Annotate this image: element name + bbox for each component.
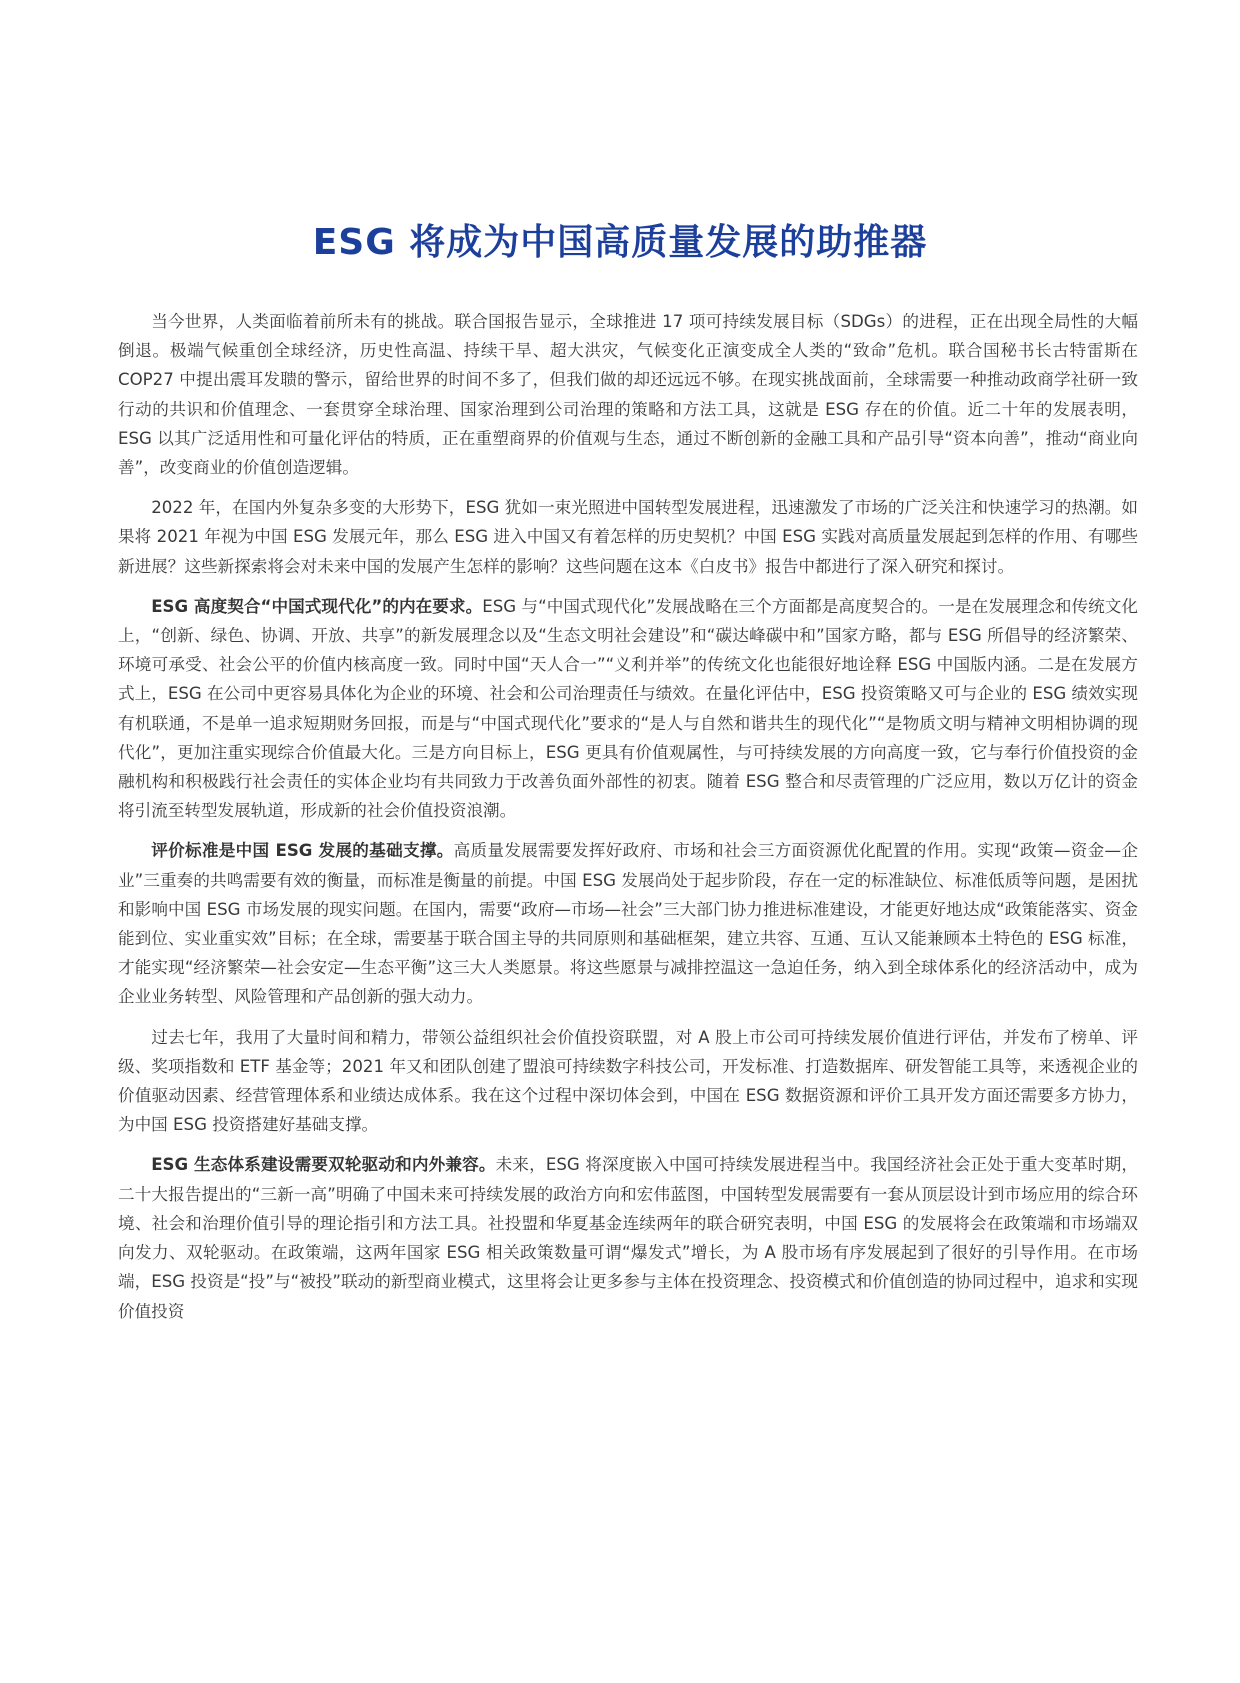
- paragraph-text: ESG 与“中国式现代化”发展战略在三个方面都是高度契合的。一是在发展理念和传统文化上，“创新、绿色、协调、开放、共享”的新发展理念以及“生态文明社会建设”和“碳达峰碳中和”国家方略，都与 ESG 所倡导的经济繁荣、环境可承受、社会公平的价值内核高度一致。同时中国“天人合一”“义利并举”的传统文化也能很好地诠释 ESG 中国版内涵。二是在发展方式上，ESG 在公司中更容易具体化为企业的环境、社会和公司治理责任与绩效。在量化评估中，ESG 投资策略又可与企业的 ESG 绩效实现有机联通，不是单一追求短期财务回报，而是与“中国式现代化”要求的“是人与自然和谐共生的现代化”“是物质文明与精神文明相协调的现代化”，更加注重实现综合价值最大化。三是方向目标上，ESG 更具有价值观属性，与可持续发展的方向高度一致，它与奉行价值投资的金融机构和积极践行社会责任的实体企业均有共同致力于改善负面外部性的初衷。随着 ESG 整合和尽责管理的广泛应用，数以万亿计的资金将引流至转型发展轨道，形成新的社会价值投资浪潮。: [118, 596, 1138, 821]
- paragraph-text: 高质量发展需要发挥好政府、市场和社会三方面资源优化配置的作用。实现“政策—资金—企业”三重奏的共鸣需要有效的衡量，而标准是衡量的前提。中国 ESG 发展尚处于起步阶段，存在一定的标准缺位、标准低质等问题，是困扰和影响中国 ESG 市场发展的现实问题。在国内，需要“政府—市场—社会”三大部门协力推进标准建设，才能更好地达成“政策能落实、资金能到位、实业重实效”目标；在全球，需要基于联合国主导的共同原则和基础框架，建立共容、互通、互认又能兼顾本土特色的 ESG 标准，才能实现“经济繁荣—社会安定—生态平衡”这三大人类愿景。将这些愿景与减排控温这一急迫任务，纳入到全球体系化的经济活动中，成为企业业务转型、风险管理和产品创新的强大动力。: [118, 841, 1138, 1007]
- paragraph-past-seven-years: [118, 1023, 1138, 1140]
- paragraph-2022: [118, 493, 1138, 581]
- paragraph-text: 当今世界，人类面临着前所未有的挑战。联合国报告显示，全球推进 17 项可持续发展目标（SDGs）的进程，正在出现全局性的大幅倒退。极端气候重创全球经济，历史性高温、持续干旱、超大洪灾，气候变化正演变成全人类的“致命”危机。联合国秘书长古特雷斯在 COP27 中提出震耳发聩的警示，留给世界的时间不多了，但我们做的却还远远不够。在现实挑战面前，全球需要一种推动政商学社研一致行动的共识和价值理念、一套贯穿全球治理、国家治理到公司治理的策略和方法工具，这就是 ESG 存在的价值。近二十年的发展表明，ESG 以其广泛适用性和可量化评估的特质，正在重塑商界的价值观与生态，通过不断创新的金融工具和产品引导“资本向善”，推动“商业向善”，改变商业的价值创造逻辑。: [118, 312, 1138, 478]
- paragraph-standards: [118, 836, 1138, 1011]
- paragraph-ecosystem: [118, 1150, 1138, 1325]
- page-title: ESG 将成为中国高质量发展的助推器: [312, 222, 928, 263]
- paragraph-text: 2022 年，在国内外复杂多变的大形势下，ESG 犹如一束光照进中国转型发展进程，迅速激发了市场的广泛关注和快速学习的热潮。如果将 2021 年视为中国 ESG 发展元年，那么 ESG 进入中国又有着怎样的历史契机？中国 ESG 实践对高质量发展起到怎样的作用、有哪些新进展？这些新探索将会对未来中国的发展产生怎样的影响？这些问题在这本《白皮书》报告中都进行了深入研究和探讨。: [118, 498, 1138, 576]
- paragraph-lead: ESG 生态体系建设需要双轮驱动和内外兼容。: [151, 1155, 496, 1175]
- paragraph-lead: 评价标准是中国 ESG 发展的基础支撑。: [151, 841, 454, 861]
- paragraph-modernization: [118, 592, 1138, 826]
- paragraph-intro: [118, 307, 1138, 482]
- paragraph-lead: ESG 高度契合“中国式现代化”的内在要求。: [151, 596, 483, 616]
- paragraph-text: 未来，ESG 将深度嵌入中国可持续发展进程当中。我国经济社会正处于重大变革时期，二十大报告提出的“三新一高”明确了中国未来可持续发展的政治方向和宏伟蓝图，中国转型发展需要有一套从顶层设计到市场应用的综合环境、社会和治理价值引导的理论指引和方法工具。社投盟和华夏基金连续两年的联合研究表明，中国 ESG 的发展将会在政策端和市场端双向发力、双轮驱动。在政策端，这两年国家 ESG 相关政策数量可谓“爆发式”增长，为 A 股市场有序发展起到了很好的引导作用。在市场端，ESG 投资是“投”与“被投”联动的新型商业模式，这里将会让更多参与主体在投资理念、投资模式和价值创造的协同过程中，追求和实现价值投资: [118, 1155, 1138, 1321]
- article-body: [118, 307, 1138, 1337]
- paragraph-text: 过去七年，我用了大量时间和精力，带领公益组织社会价值投资联盟，对 A 股上市公司可持续发展价值进行评估，并发布了榜单、评级、奖项指数和 ETF 基金等；2021 年又和团队创建了盟浪可持续数字科技公司，开发标准、打造数据库、研发智能工具等，来透视企业的价值驱动因素、经营管理体系和业绩达成体系。我在这个过程中深切体会到，中国在 ESG 数据资源和评价工具开发方面还需要多方协力，为中国 ESG 投资搭建好基础支撑。: [118, 1027, 1138, 1135]
